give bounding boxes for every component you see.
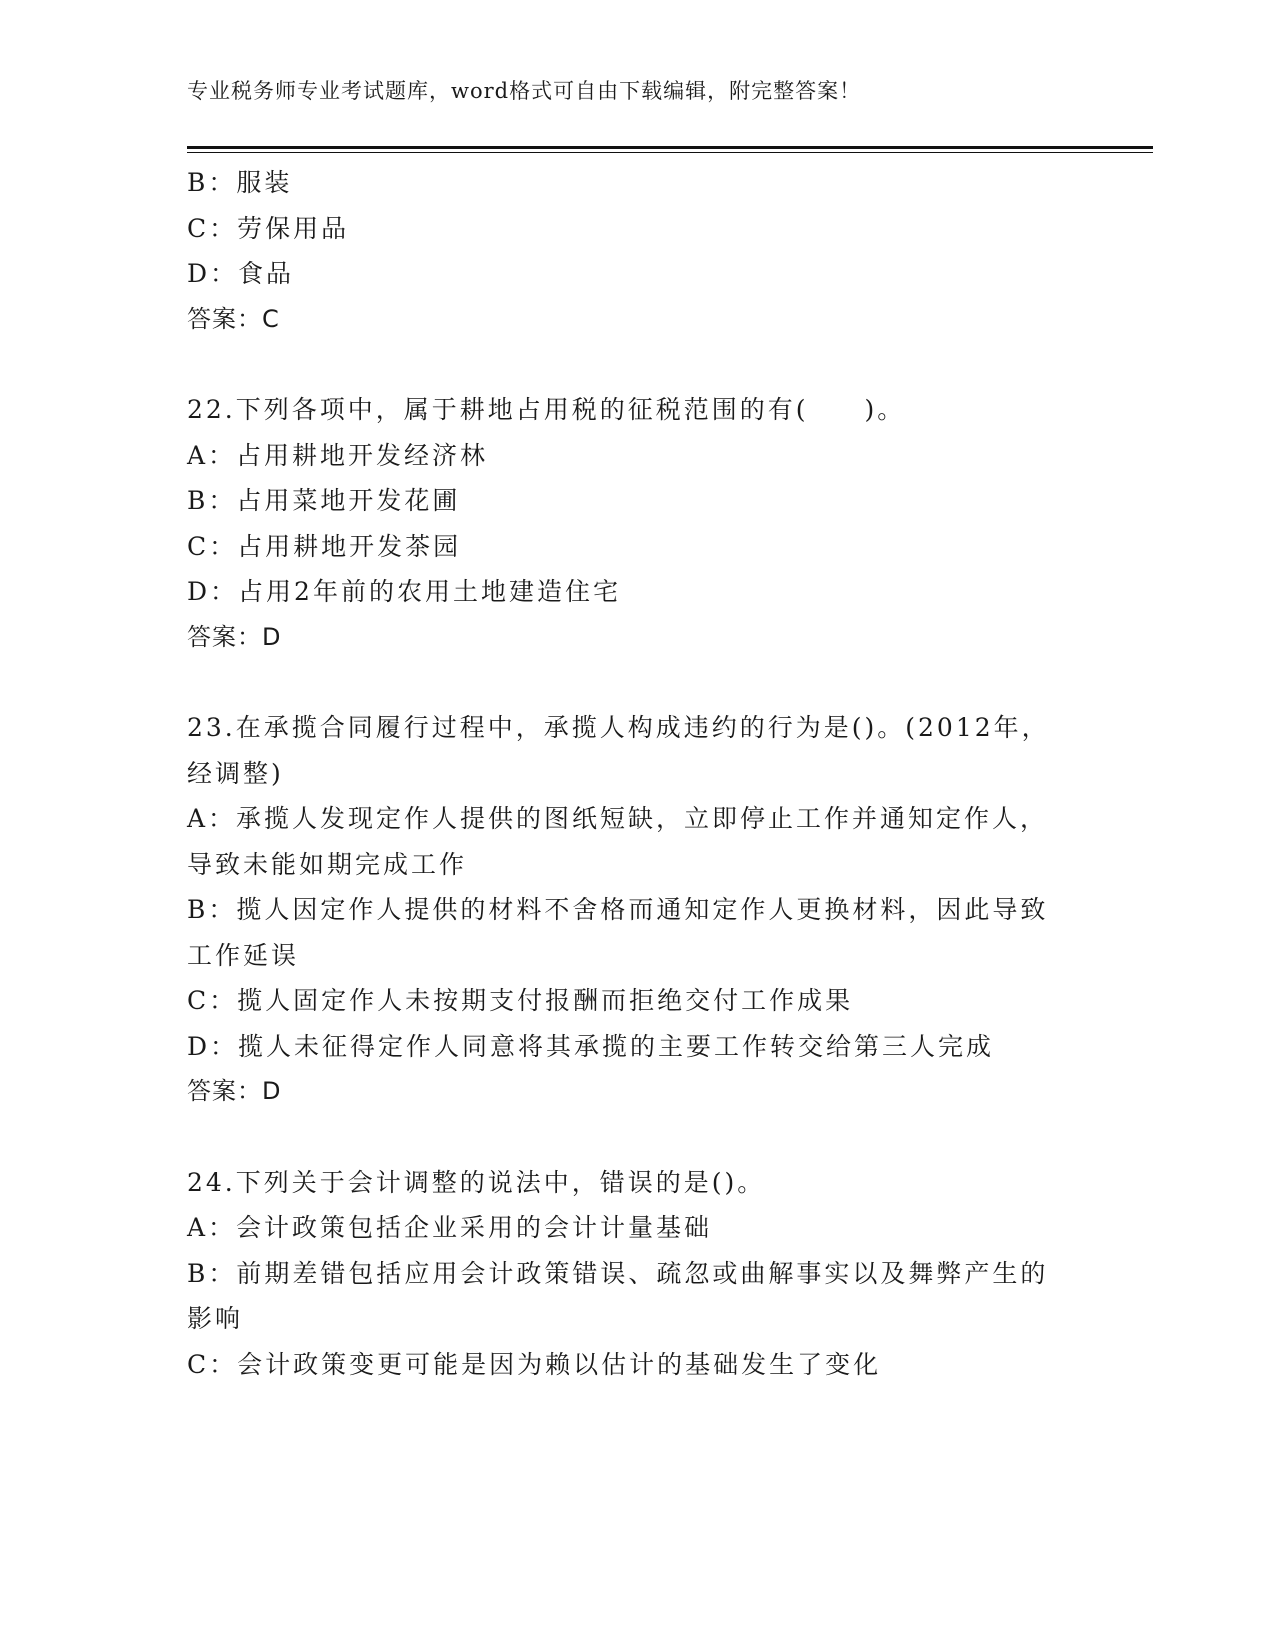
option-a-continued: 导致未能如期完成工作 <box>187 849 468 879</box>
header-rule-thin <box>187 152 1153 153</box>
answer: 答案：C <box>187 304 280 333</box>
option-c: C：占用耕地开发茶园 <box>187 531 462 561</box>
answer: 答案：D <box>187 622 282 651</box>
header-rule-thick <box>187 146 1153 149</box>
option-b: B：揽人因定作人提供的材料不舍格而通知定作人更换材料，因此导致 <box>187 895 1049 924</box>
option-b: B：前期差错包括应用会计政策错误、疏忽或曲解事实以及舞弊产生的 <box>187 1258 1049 1288</box>
document-body <box>187 160 1087 1387</box>
question-stem: 22.下列各项中，属于耕地占用税的征税范围的有( )。 <box>187 395 906 424</box>
option-d: D：揽人未征得定作人同意将其承揽的主要工作转交给第三人完成 <box>187 1031 995 1061</box>
question-23 <box>187 705 1087 1115</box>
question-stem: 24.下列关于会计调整的说法中，错误的是()。 <box>187 1167 766 1197</box>
option-b-continued: 工作延误 <box>187 940 300 970</box>
option-b: B：服装 <box>187 168 293 197</box>
question-21-continuation <box>187 160 1087 342</box>
option-c: C：劳保用品 <box>187 213 350 243</box>
block-gap <box>187 1115 1087 1160</box>
question-stem-continued: 经调整) <box>187 758 284 788</box>
option-a: A：承揽人发现定作人提供的图纸短缺，立即停止工作并通知定作人， <box>187 804 1049 833</box>
option-d: D：占用2年前的农用土地建造住宅 <box>187 577 621 606</box>
question-24 <box>187 1160 1087 1388</box>
option-c: C：揽人固定作人未按期支付报酬而拒绝交付工作成果 <box>187 986 854 1015</box>
question-22 <box>187 387 1087 660</box>
answer: 答案：D <box>187 1077 282 1105</box>
page-header: 专业税务师专业考试题库，word格式可自由下载编辑，附完整答案！ <box>187 79 862 103</box>
option-a: A：会计政策包括企业采用的会计计量基础 <box>187 1213 713 1242</box>
option-c: C：会计政策变更可能是因为赖以估计的基础发生了变化 <box>187 1349 882 1379</box>
option-d: D：食品 <box>187 259 295 288</box>
option-b-continued: 影响 <box>187 1304 244 1333</box>
block-gap <box>187 342 1087 387</box>
block-gap <box>187 660 1087 705</box>
option-a: A：占用耕地开发经济林 <box>187 440 489 470</box>
question-stem: 23.在承揽合同履行过程中，承揽人构成违约的行为是()。(2012年， <box>187 713 1050 742</box>
option-b: B：占用菜地开发花圃 <box>187 486 461 515</box>
